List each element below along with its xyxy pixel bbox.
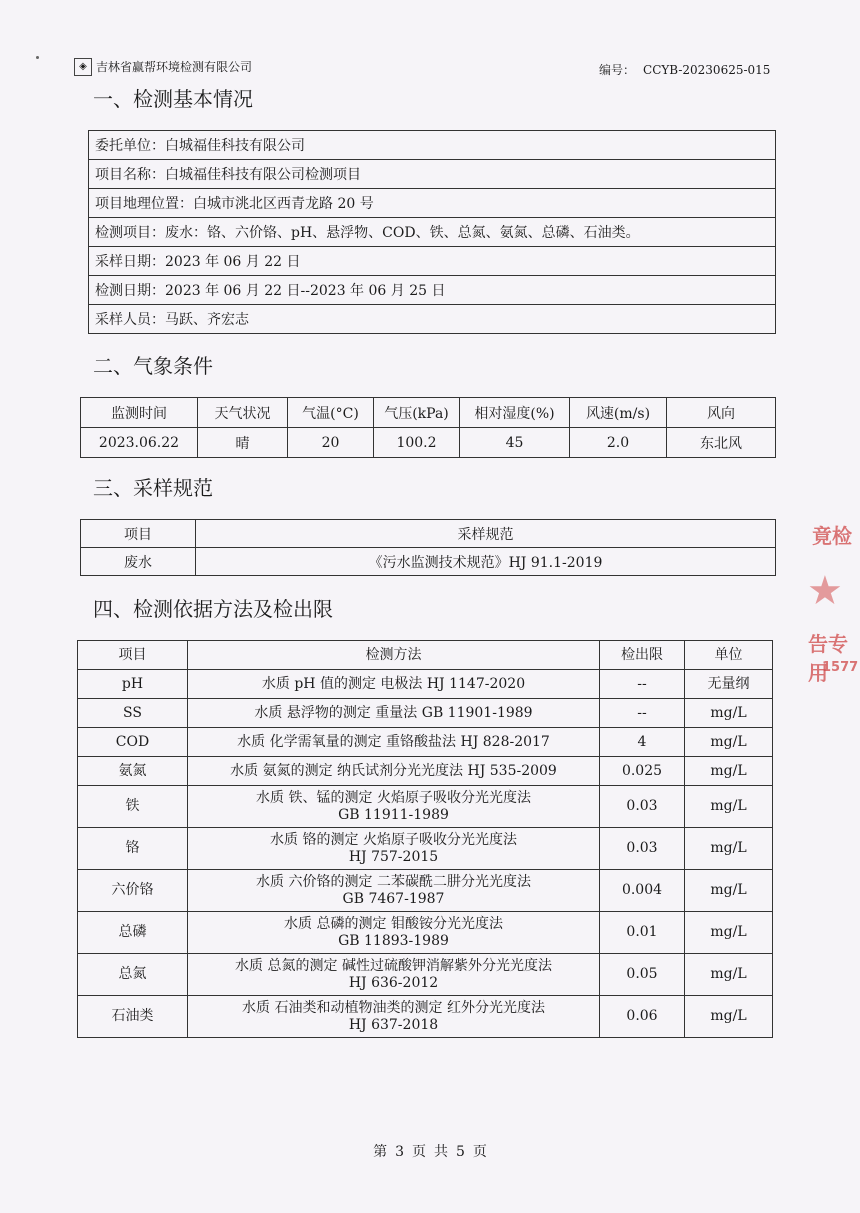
header-cell: 项目 xyxy=(81,520,196,548)
header-cell: 检出限 xyxy=(600,641,685,670)
limit-cell: -- xyxy=(600,699,685,728)
table-row xyxy=(78,786,773,828)
weather-table xyxy=(80,397,776,458)
item-cell: 总磷 xyxy=(78,912,188,954)
table-row xyxy=(78,828,773,870)
basic-info-table xyxy=(88,130,776,334)
table-header-row xyxy=(81,398,776,428)
stamp-text-middle: 告专用 xyxy=(808,632,848,685)
table-row xyxy=(89,131,776,160)
table-row xyxy=(89,305,776,334)
footer-page-number: 3 xyxy=(395,1144,404,1160)
table-row xyxy=(78,912,773,954)
company-logo-icon: ◈ xyxy=(74,58,92,76)
section2-title: 二、气象条件 xyxy=(93,354,213,378)
footer-text: 共 xyxy=(434,1144,448,1160)
table-row xyxy=(78,757,773,786)
header-cell: 检测方法 xyxy=(188,641,600,670)
method-line: 水质 悬浮物的测定 重量法 GB 11901-1989 xyxy=(254,704,533,721)
table-cell: 检测日期：2023 年 06 月 22 日--2023 年 06 月 25 日 xyxy=(89,276,776,305)
method-standard: HJ 636-2012 xyxy=(348,974,439,991)
table-cell: 《污水监测技术规范》HJ 91.1-2019 xyxy=(196,548,776,576)
table-cell: 2.0 xyxy=(570,428,667,458)
section3-title: 三、采样规范 xyxy=(93,476,213,500)
table-row xyxy=(89,276,776,305)
limit-cell: 0.03 xyxy=(600,786,685,828)
method-standard: HJ 637-2018 xyxy=(348,1016,439,1033)
table-header-row xyxy=(81,520,776,548)
unit-cell: mg/L xyxy=(685,828,773,870)
unit-cell: mg/L xyxy=(685,870,773,912)
method-cell xyxy=(188,996,600,1038)
table-cell: 东北风 xyxy=(667,428,776,458)
method-standard: GB 7467-1987 xyxy=(342,890,445,907)
table-row xyxy=(78,670,773,699)
method-cell xyxy=(188,786,600,828)
unit-cell: mg/L xyxy=(685,996,773,1038)
document-number-label: 编号： xyxy=(599,63,636,77)
method-standard: GB 11893-1989 xyxy=(338,932,449,949)
limit-cell: 0.05 xyxy=(600,954,685,996)
method-cell xyxy=(188,728,600,757)
method-cell xyxy=(188,757,600,786)
limit-cell: -- xyxy=(600,670,685,699)
unit-cell: mg/L xyxy=(685,757,773,786)
table-cell: 晴 xyxy=(198,428,288,458)
item-cell: 氨氮 xyxy=(78,757,188,786)
item-cell: pH xyxy=(78,670,188,699)
scan-speck xyxy=(36,56,39,59)
item-cell: COD xyxy=(78,728,188,757)
table-row xyxy=(78,996,773,1038)
unit-cell: mg/L xyxy=(685,728,773,757)
method-cell xyxy=(188,828,600,870)
table-row xyxy=(81,428,776,458)
limit-cell: 4 xyxy=(600,728,685,757)
unit-cell: mg/L xyxy=(685,912,773,954)
table-cell: 采样日期：2023 年 06 月 22 日 xyxy=(89,247,776,276)
method-line: 水质 氨氮的测定 纳氏试剂分光光度法 HJ 535-2009 xyxy=(230,762,557,779)
item-cell: 铬 xyxy=(78,828,188,870)
sampling-standard-table xyxy=(80,519,776,576)
table-row xyxy=(78,954,773,996)
table-cell: 委托单位：白城福佳科技有限公司 xyxy=(89,131,776,160)
unit-cell: mg/L xyxy=(685,786,773,828)
header-cell: 监测时间 xyxy=(81,398,198,428)
method-cell xyxy=(188,954,600,996)
table-header-row xyxy=(78,641,773,670)
method-line: 水质 铬的测定 火焰原子吸收分光光度法 xyxy=(270,831,517,848)
footer-text: 第 xyxy=(373,1144,388,1160)
table-row xyxy=(89,218,776,247)
table-row xyxy=(78,699,773,728)
unit-cell: mg/L xyxy=(685,699,773,728)
method-cell xyxy=(188,912,600,954)
limit-cell: 0.06 xyxy=(600,996,685,1038)
table-cell: 废水 xyxy=(81,548,196,576)
item-cell: SS xyxy=(78,699,188,728)
limit-cell: 0.01 xyxy=(600,912,685,954)
header-cell: 气压(kPa) xyxy=(374,398,460,428)
page-header xyxy=(74,58,774,80)
table-row xyxy=(89,189,776,218)
method-line: 水质 pH 值的测定 电极法 HJ 1147-2020 xyxy=(261,675,526,692)
footer-total-pages: 5 xyxy=(456,1144,465,1160)
document-number-value: CCYB-20230625-015 xyxy=(643,63,771,77)
table-cell: 检测项目：废水：铬、六价铬、pH、悬浮物、COD、铁、总氮、氨氮、总磷、石油类。 xyxy=(89,218,776,247)
item-cell: 铁 xyxy=(78,786,188,828)
document-number xyxy=(599,61,770,79)
star-icon: ★ xyxy=(807,568,843,614)
table-row xyxy=(89,160,776,189)
table-cell: 20 xyxy=(288,428,374,458)
method-cell xyxy=(188,670,600,699)
unit-cell: mg/L xyxy=(685,954,773,996)
table-cell: 2023.06.22 xyxy=(81,428,198,458)
limit-cell: 0.03 xyxy=(600,828,685,870)
table-cell: 45 xyxy=(460,428,570,458)
page-footer xyxy=(0,1141,860,1161)
limit-cell: 0.004 xyxy=(600,870,685,912)
table-cell: 采样人员：马跃、齐宏志 xyxy=(89,305,776,334)
unit-cell: 无量纲 xyxy=(685,670,773,699)
header-cell: 气温(°C) xyxy=(288,398,374,428)
footer-text: 页 xyxy=(412,1144,426,1160)
header-cell: 相对湿度(%) xyxy=(460,398,570,428)
method-line: 水质 总氮的测定 碱性过硫酸钾消解紫外分光光度法 xyxy=(235,957,552,974)
method-line: 水质 石油类和动植物油类的测定 红外分光光度法 xyxy=(242,999,545,1016)
method-cell xyxy=(188,870,600,912)
header-cell: 天气状况 xyxy=(198,398,288,428)
method-line: 水质 铁、锰的测定 火焰原子吸收分光光度法 xyxy=(256,789,531,806)
footer-text: 页 xyxy=(472,1144,487,1160)
header-cell: 项目 xyxy=(78,641,188,670)
table-cell: 项目地理位置：白城市洮北区西青龙路 20 号 xyxy=(89,189,776,218)
method-standard: HJ 757-2015 xyxy=(348,848,439,865)
header-cell: 采样规范 xyxy=(196,520,776,548)
section1-title: 一、检测基本情况 xyxy=(93,87,253,111)
item-cell: 六价铬 xyxy=(78,870,188,912)
method-line: 水质 六价铬的测定 二苯碳酰二肼分光光度法 xyxy=(256,873,531,890)
header-cell: 风向 xyxy=(667,398,776,428)
company-name: 吉林省赢帮环境检测有限公司 xyxy=(96,60,253,74)
table-cell: 100.2 xyxy=(374,428,460,458)
limit-cell: 0.025 xyxy=(600,757,685,786)
table-row xyxy=(78,728,773,757)
table-row xyxy=(89,247,776,276)
method-table xyxy=(77,640,773,1038)
section4-title: 四、检测依据方法及检出限 xyxy=(93,597,333,621)
method-line: 水质 化学需氧量的测定 重铬酸盐法 HJ 828-2017 xyxy=(237,733,550,750)
item-cell: 总氮 xyxy=(78,954,188,996)
table-cell: 项目名称：白城福佳科技有限公司检测项目 xyxy=(89,160,776,189)
header-cell: 单位 xyxy=(685,641,773,670)
table-row xyxy=(78,870,773,912)
method-standard: GB 11911-1989 xyxy=(338,806,449,823)
stamp-number: 1577 xyxy=(822,660,859,675)
table-row xyxy=(81,548,776,576)
header-cell: 风速(m/s) xyxy=(570,398,667,428)
method-line: 水质 总磷的测定 钼酸铵分光光度法 xyxy=(284,915,503,932)
item-cell: 石油类 xyxy=(78,996,188,1038)
method-cell xyxy=(188,699,600,728)
stamp-text-top: 竟检 xyxy=(812,524,852,548)
